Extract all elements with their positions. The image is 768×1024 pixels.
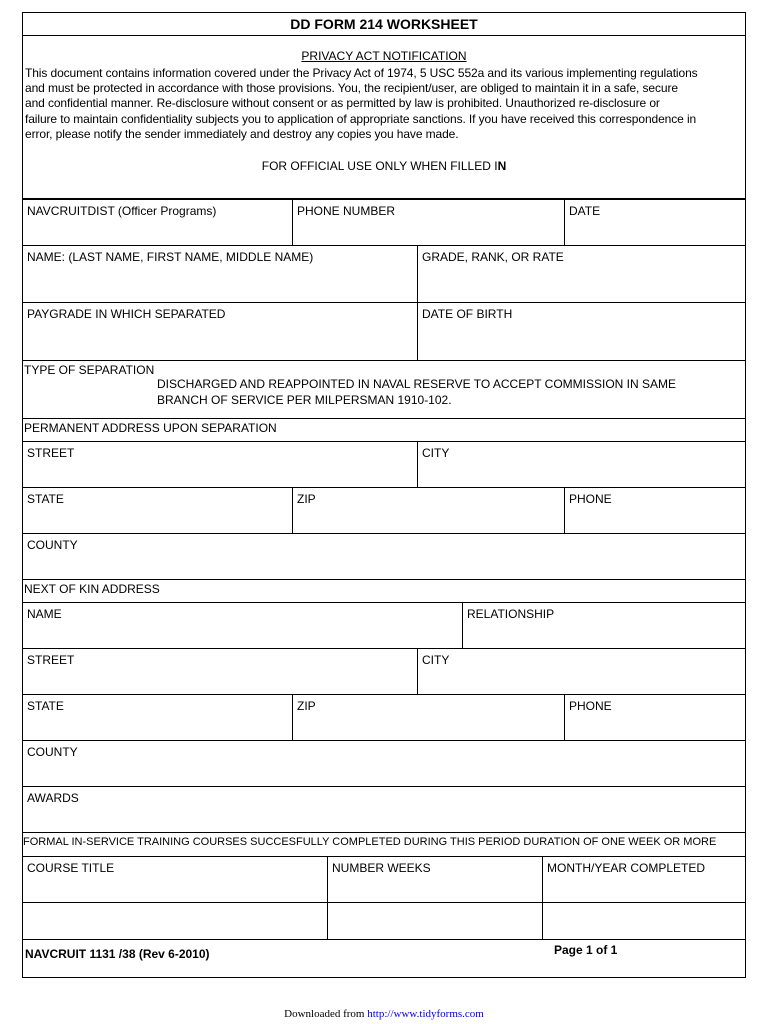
month-year-header: MONTH/YEAR COMPLETED — [542, 856, 746, 903]
nok-city-field[interactable]: CITY — [417, 648, 746, 695]
nok-phone-field[interactable]: PHONE — [564, 694, 746, 741]
page-indicator: Page 1 of 1 — [554, 943, 618, 957]
nok-zip-field[interactable]: ZIP — [292, 694, 565, 741]
download-link[interactable]: http://www.tidyforms.com — [367, 1008, 484, 1020]
date-field[interactable]: DATE — [564, 199, 746, 246]
fouo-notice: FOR OFFICIAL USE ONLY WHEN FILLED IN — [261, 159, 507, 173]
privacy-notice — [23, 36, 745, 199]
download-credit: Downloaded from http://www.tidyforms.com — [284, 1008, 484, 1020]
number-weeks-header: NUMBER WEEKS — [327, 856, 543, 903]
course-title-input[interactable] — [22, 902, 328, 940]
date-of-birth-field[interactable]: DATE OF BIRTH — [417, 302, 746, 361]
phone-number-field[interactable]: PHONE NUMBER — [292, 199, 565, 246]
permanent-address-heading: PERMANENT ADDRESS UPON SEPARATION — [22, 418, 746, 442]
awards-field[interactable]: AWARDS — [22, 786, 746, 833]
perm-zip-field[interactable]: ZIP — [292, 487, 565, 534]
perm-county-field[interactable]: COUNTY — [22, 533, 746, 580]
paygrade-field[interactable]: PAYGRADE IN WHICH SEPARATED — [22, 302, 418, 361]
form-frame — [22, 12, 746, 978]
separation-text: DISCHARGED AND REAPPOINTED IN NAVAL RESERVE TO ACCEPT COMMISSION IN SAME BRANCH OF SERVICE PER MILPERSMAN 1910-102. — [157, 377, 676, 407]
perm-city-field[interactable]: CITY — [417, 441, 746, 488]
nok-state-field[interactable]: STATE — [22, 694, 293, 741]
training-heading: FORMAL IN-SERVICE TRAINING COURSES SUCCESFULLY COMPLETED DURING THIS PERIOD DURATION OF ONE WEEK OR MORE — [22, 832, 746, 857]
nok-county-field[interactable]: COUNTY — [22, 740, 746, 787]
navcruitdist-field[interactable]: NAVCRUITDIST (Officer Programs) — [22, 199, 293, 246]
privacy-line: This document contains information covered under the Privacy Act of 1974, 5 USC 552a and its various implementing regulations — [25, 66, 698, 80]
number-weeks-input[interactable] — [327, 902, 543, 940]
month-year-input[interactable] — [542, 902, 746, 940]
nok-name-field[interactable]: NAME — [22, 602, 463, 649]
form-number: NAVCRUIT 1131 /38 (Rev 6-2010) — [25, 947, 210, 961]
perm-phone-field[interactable]: PHONE — [564, 487, 746, 534]
perm-street-field[interactable]: STREET — [22, 441, 418, 488]
type-of-separation-field: TYPE OF SEPARATION DISCHARGED AND REAPPOINTED IN NAVAL RESERVE TO ACCEPT COMMISSION IN SAME BRANCH OF SERVICE PER MILPERSMAN 1910-102. — [22, 360, 746, 419]
privacy-line: and must be protected in accordance with those provisions. You, the recipient/user, are obliged to maintain it in a safe, secure — [25, 81, 678, 96]
perm-state-field[interactable]: STATE — [22, 487, 293, 534]
privacy-line: and confidential manner. Re-disclosure without consent or as permitted by law is prohibited. Unauthorized re-disclosure or — [25, 96, 660, 111]
next-of-kin-heading: NEXT OF KIN ADDRESS — [22, 579, 746, 603]
grade-field[interactable]: GRADE, RANK, OR RATE — [417, 245, 746, 303]
privacy-heading: PRIVACY ACT NOTIFICATION — [301, 49, 467, 63]
privacy-line: error, please notify the sender immediately and destroy any copies you have made. — [25, 126, 459, 141]
privacy-line: failure to maintain confidentiality subjects you to application of appropriate sanctions. If you have received this correspondence in — [25, 111, 697, 126]
nok-relationship-field[interactable]: RELATIONSHIP — [462, 602, 746, 649]
privacy-body — [25, 66, 743, 142]
form-title: DD FORM 214 WORKSHEET — [23, 13, 745, 36]
nok-street-field[interactable]: STREET — [22, 648, 418, 695]
course-title-header: COURSE TITLE — [22, 856, 328, 903]
name-field[interactable]: NAME: (LAST NAME, FIRST NAME, MIDDLE NAME) — [22, 245, 418, 303]
